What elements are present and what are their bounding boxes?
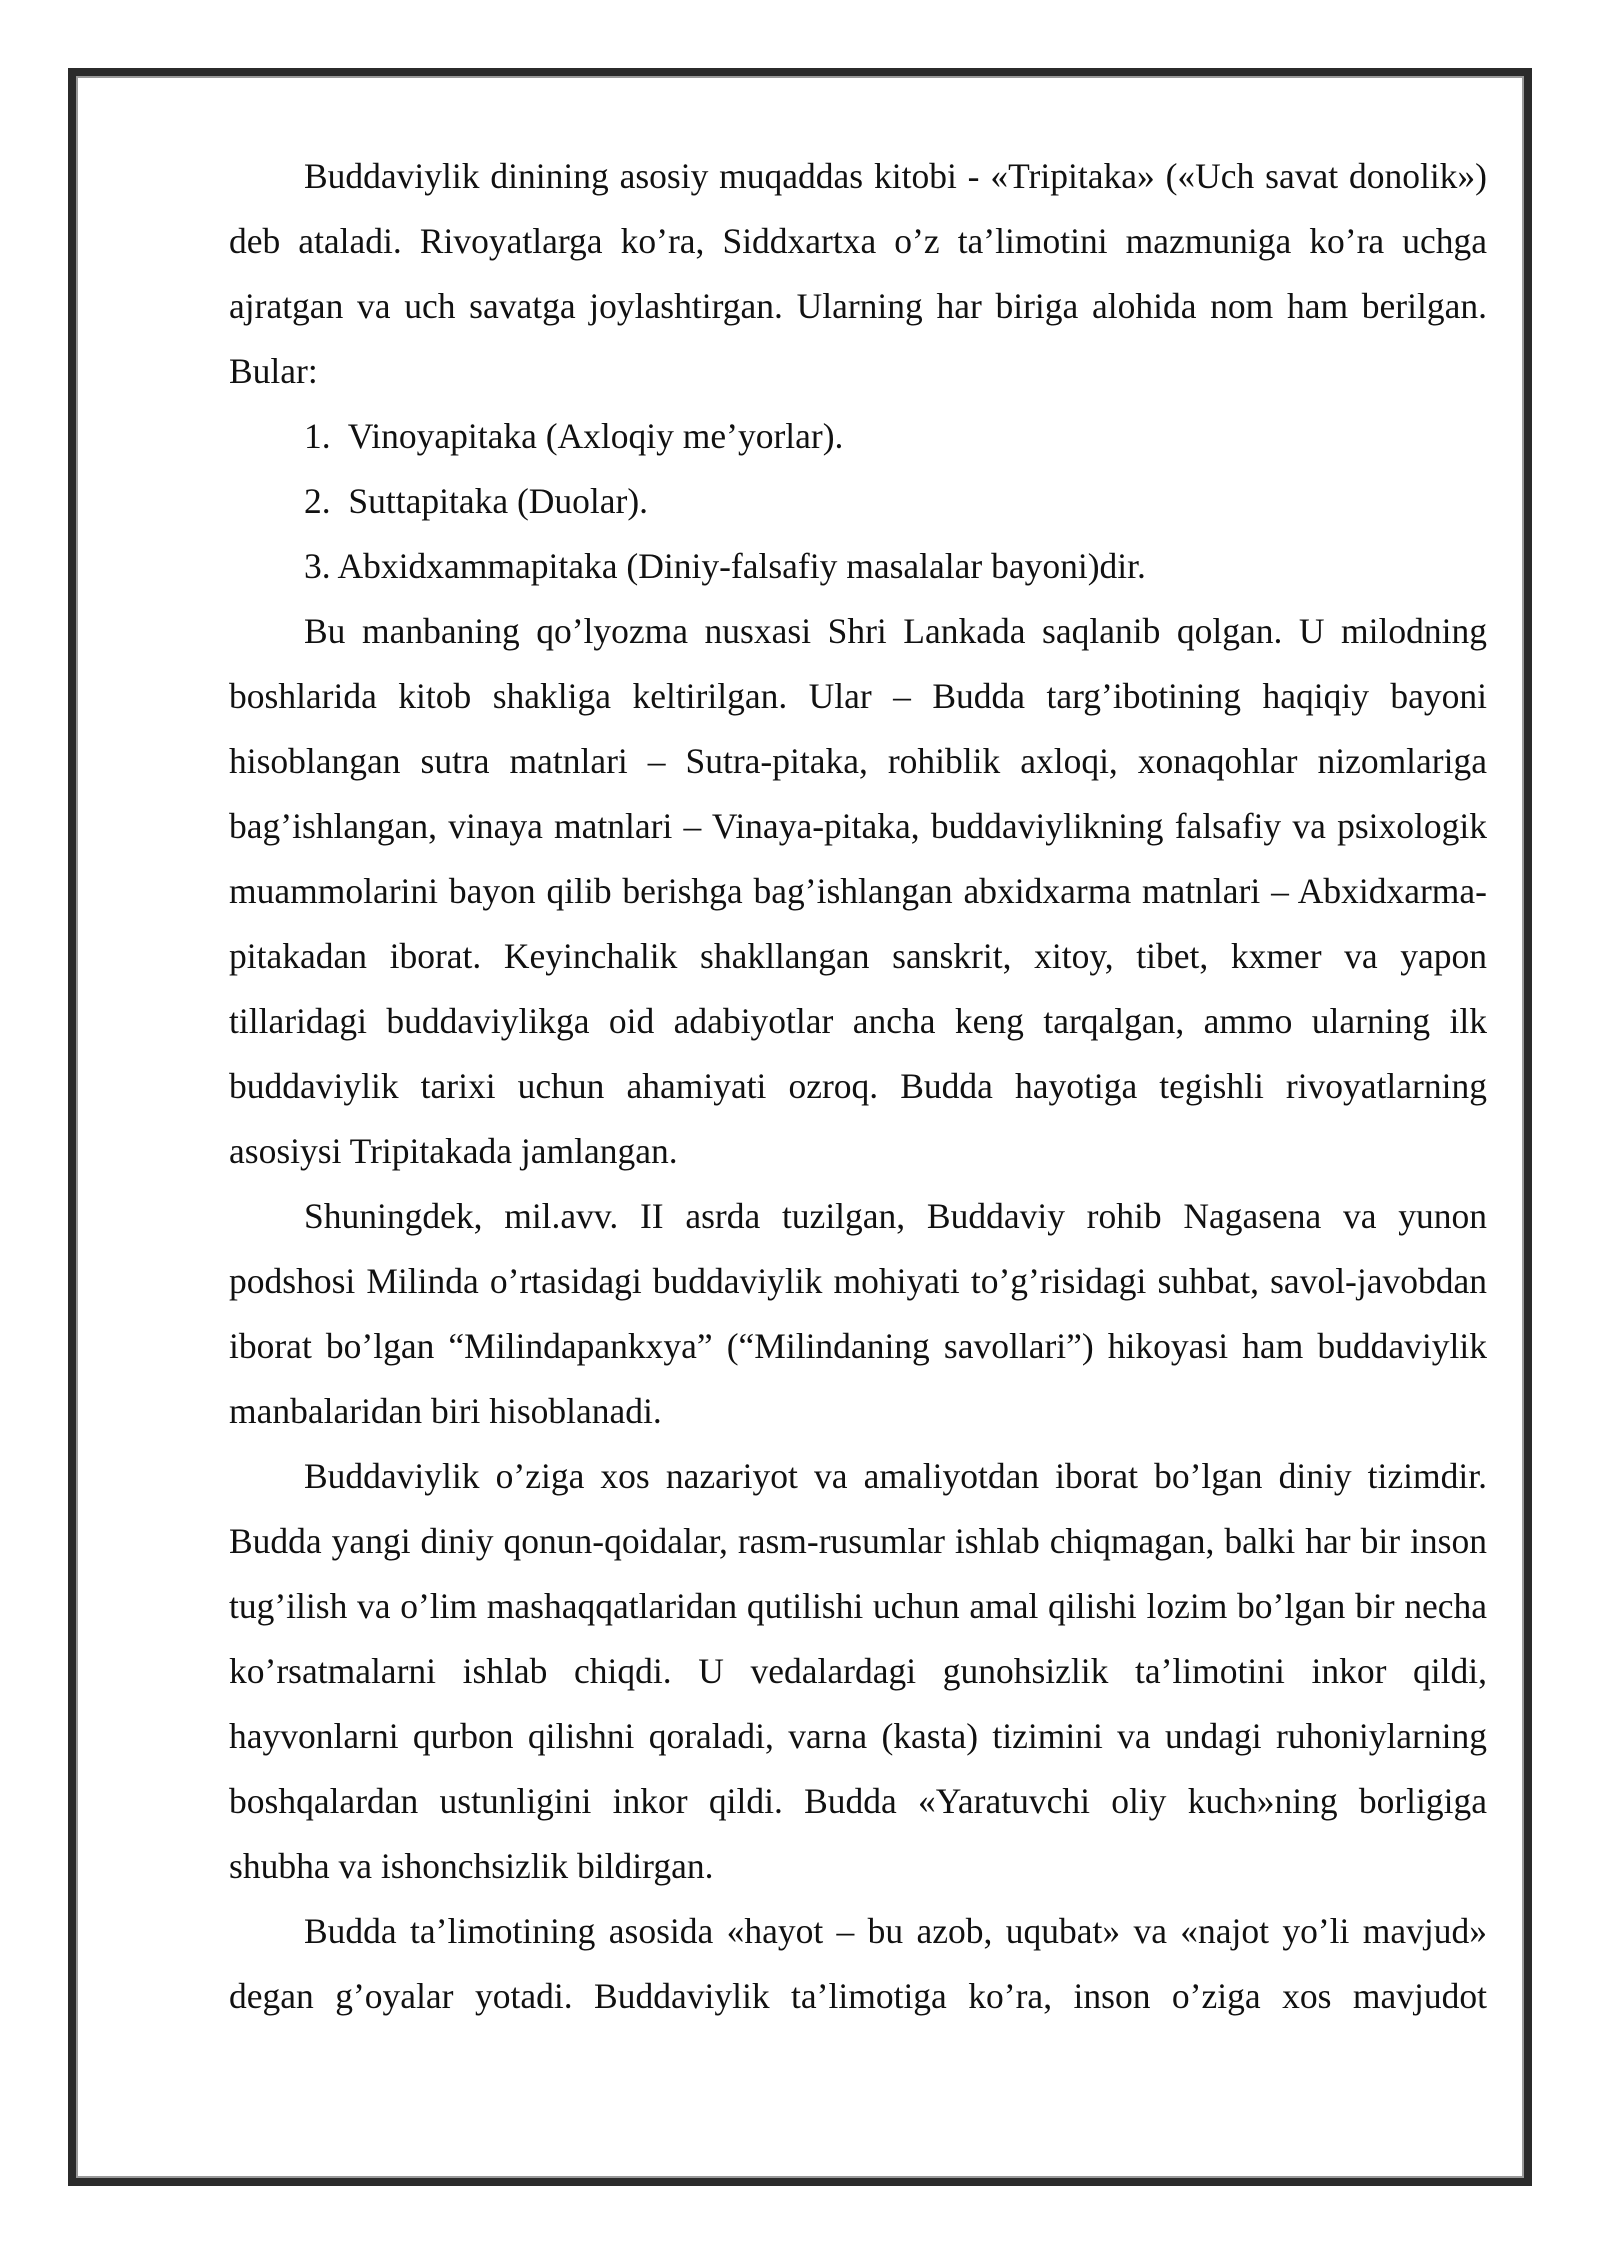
- list-number: 2.: [304, 481, 331, 521]
- list-text: Suttapitaka (Duolar).: [348, 481, 649, 521]
- paragraph: Budda ta’limotining asosida «hayot – bu azob, uqubat» va «najot yo’li mavjud» degan g’oyalar yotadi. Buddaviylik ta’limotiga ko’ra, inson o’ziga xos mavjudot: [229, 1911, 1487, 2016]
- list-item: [229, 534, 1487, 599]
- list-number: 1.: [304, 416, 331, 456]
- paragraph: Shuningdek, mil.avv. II asrda tuzilgan, Buddaviy rohib Nagasena va yunon podshosi Milinda o’rtasidagi buddaviylik mohiyati to’g’risidagi suhbat, savol-javobdan iborat bo’lgan “Milindapankxya” (“Milindaning savollari”) hikoyasi ham buddaviylik manbalaridan biri hisoblanadi.: [229, 1196, 1487, 1431]
- numbered-list: [229, 404, 1487, 599]
- list-number: 3.: [304, 546, 331, 586]
- paragraph: Bu manbaning qo’lyozma nusxasi Shri Lankada saqlanib qolgan. U milodning boshlarida kitob shakliga keltirilgan. Ular – Budda targ’ibotining haqiqiy bayoni hisoblangan sutra matnlari – Sutra-pitaka, rohiblik axloqi, xonaqohlar nizomlariga bag’ishlangan, vinaya matnlari – Vinaya-pitaka, buddaviylikning falsafiy va psixologik muammolarini bayon qilib berishga bag’ishlangan abxidxarma matnlari – Abxidxarma-pitakadan iborat. Keyinchalik shakllangan sanskrit, xitoy, tibet, kxmer va yapon tillaridagi buddaviylikga oid adabiyotlar ancha keng tarqalgan, ammo ularning ilk buddaviylik tarixi uchun ahamiyati ozroq. Budda hayotiga tegishli rivoyatlarning asosiysi Tripitakada jamlangan.: [229, 611, 1487, 1171]
- paragraph: Buddaviylik o’ziga xos nazariyot va amaliyotdan iborat bo’lgan diniy tizimdir. Budda yangi diniy qonun-qoidalar, rasm-rusumlar ishlab chiqmagan, balki har bir inson tug’ilish va o’lim mashaqqatlaridan qutilishi uchun amal qilishi lozim bo’lgan bir necha ko’rsatmalarni ishlab chiqdi. U vedalardagi gunohsizlik ta’limotini inkor qildi, hayvonlarni qurbon qilishni qoraladi, varna (kasta) tizimini va undagi ruhoniylarning boshqalardan ustunligini inkor qildi. Budda «Yaratuvchi oliy kuch»ning borligiga shubha va ishonchsizlik bildirgan.: [229, 1456, 1487, 1886]
- list-text: Vinoyapitaka (Axloqiy me’yorlar).: [347, 416, 844, 456]
- list-text: Abxidxammapitaka (Diniy-falsafiy masalalar bayoni)dir.: [337, 546, 1146, 586]
- document-body: [229, 144, 1487, 2029]
- list-item: [229, 404, 1487, 469]
- list-item: [229, 469, 1487, 534]
- paragraph: Buddaviylik dinining asosiy muqaddas kitobi - «Tripitaka» («Uch savat donolik») deb ataladi. Rivoyatlarga ko’ra, Siddxartxa o’z ta’limotini mazmuniga ko’ra uchga ajratgan va uch savatga joylashtirgan. Ularning har biriga alohida nom ham berilgan. Bular:: [229, 156, 1487, 391]
